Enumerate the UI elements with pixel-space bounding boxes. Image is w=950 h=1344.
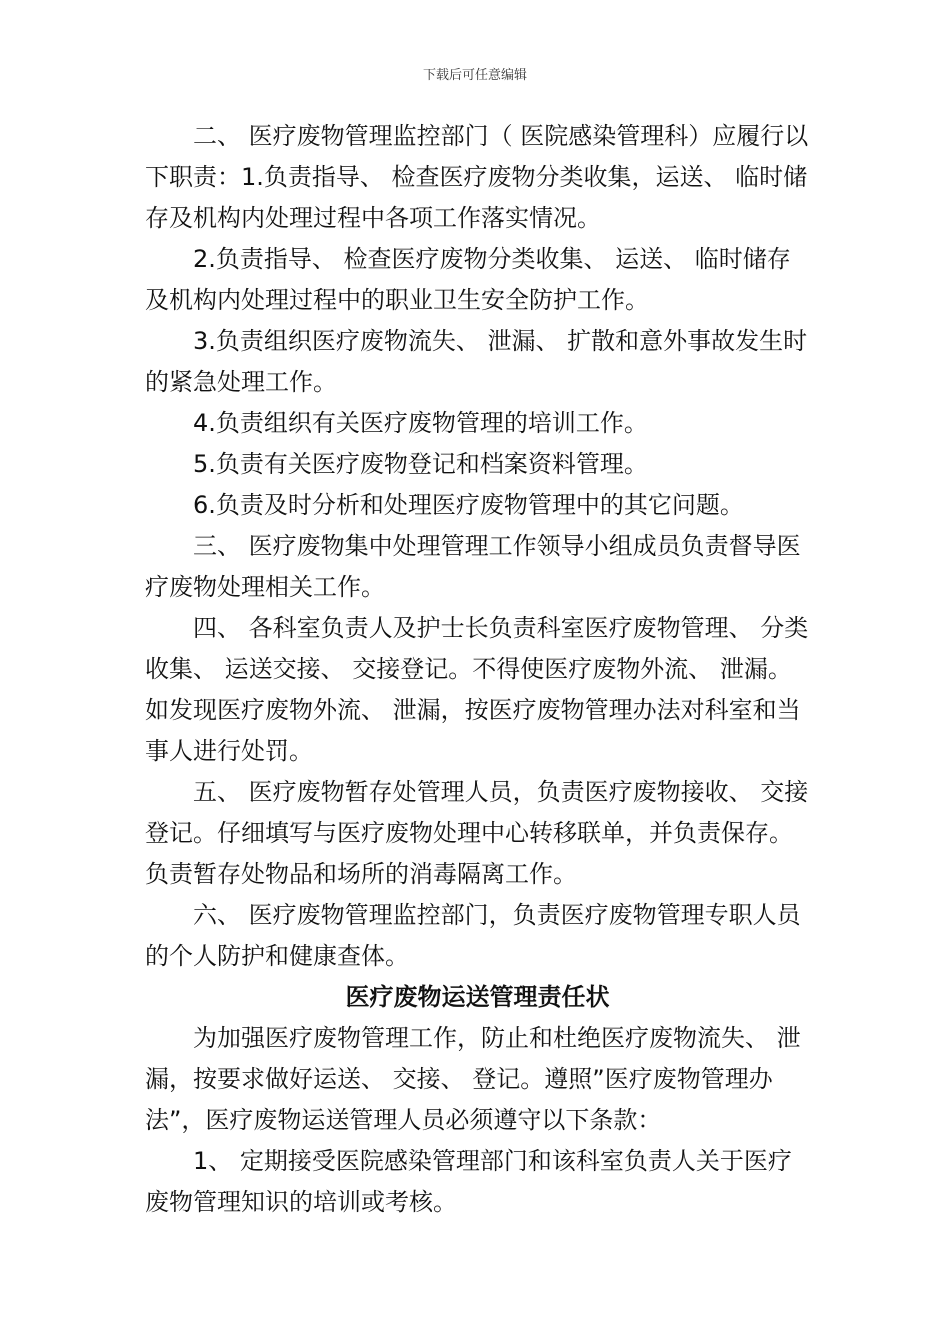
paragraph-intro: 为加强医疗废物管理工作，防止和杜绝医疗废物流失、 泄漏，按要求做好运送、 交接、 登记。遵照”医疗废物管理办法”，医疗废物运送管理人员必须遵守以下条款： bbox=[145, 1024, 801, 1134]
paragraph-section-2: 二、 医疗废物管理监控部门（ 医院感染管理科）应履行以下职责：1.负责指导、 检查医疗废物分类收集，运送、 临时储存及机构内处理过程中各项工作落实情况。 bbox=[145, 122, 809, 232]
paragraph-duty-2: 2.负责指导、 检查医疗废物分类收集、 运送、 临时储存及机构内处理过程中的职业卫生安全防护工作。 bbox=[145, 245, 791, 314]
page-header: 下载后可任意编辑 bbox=[422, 68, 527, 83]
paragraph-section-4: 四、 各科室负责人及护士长负责科室医疗废物管理、 分类收集、 运送交接、 交接登记。不得使医疗废物外流、 泄漏。如发现医疗废物外流、 泄漏，按医疗废物管理办法对科室和当事人进行处罚。 bbox=[145, 614, 809, 765]
paragraph-duty-4: 4.负责组织有关医疗废物管理的培训工作。 bbox=[193, 409, 648, 437]
document-body bbox=[145, 116, 810, 1223]
paragraph-section-3: 三、 医疗废物集中处理管理工作领导小组成员负责督导医疗废物处理相关工作。 bbox=[145, 532, 801, 601]
paragraph-duty-6: 6.负责及时分析和处理医疗废物管理中的其它问题。 bbox=[193, 491, 744, 519]
paragraph-section-5: 五、 医疗废物暂存处管理人员，负责医疗废物接收、 交接登记。仔细填写与医疗废物处理中心转移联单，并负责保存。负责暂存处物品和场所的消毒隔离工作。 bbox=[145, 778, 809, 888]
section-title: 医疗废物运送管理责任状 bbox=[345, 983, 610, 1011]
paragraph-clause-1: 1、 定期接受医院感染管理部门和该科室负责人关于医疗废物管理知识的培训或考核。 bbox=[145, 1147, 792, 1216]
paragraph-duty-3: 3.负责组织医疗废物流失、 泄漏、 扩散和意外事故发生时的紧急处理工作。 bbox=[145, 327, 808, 396]
paragraph-duty-5: 5.负责有关医疗废物登记和档案资料管理。 bbox=[193, 450, 648, 478]
paragraph-section-6: 六、 医疗废物管理监控部门，负责医疗废物管理专职人员的个人防护和健康查体。 bbox=[145, 901, 801, 970]
